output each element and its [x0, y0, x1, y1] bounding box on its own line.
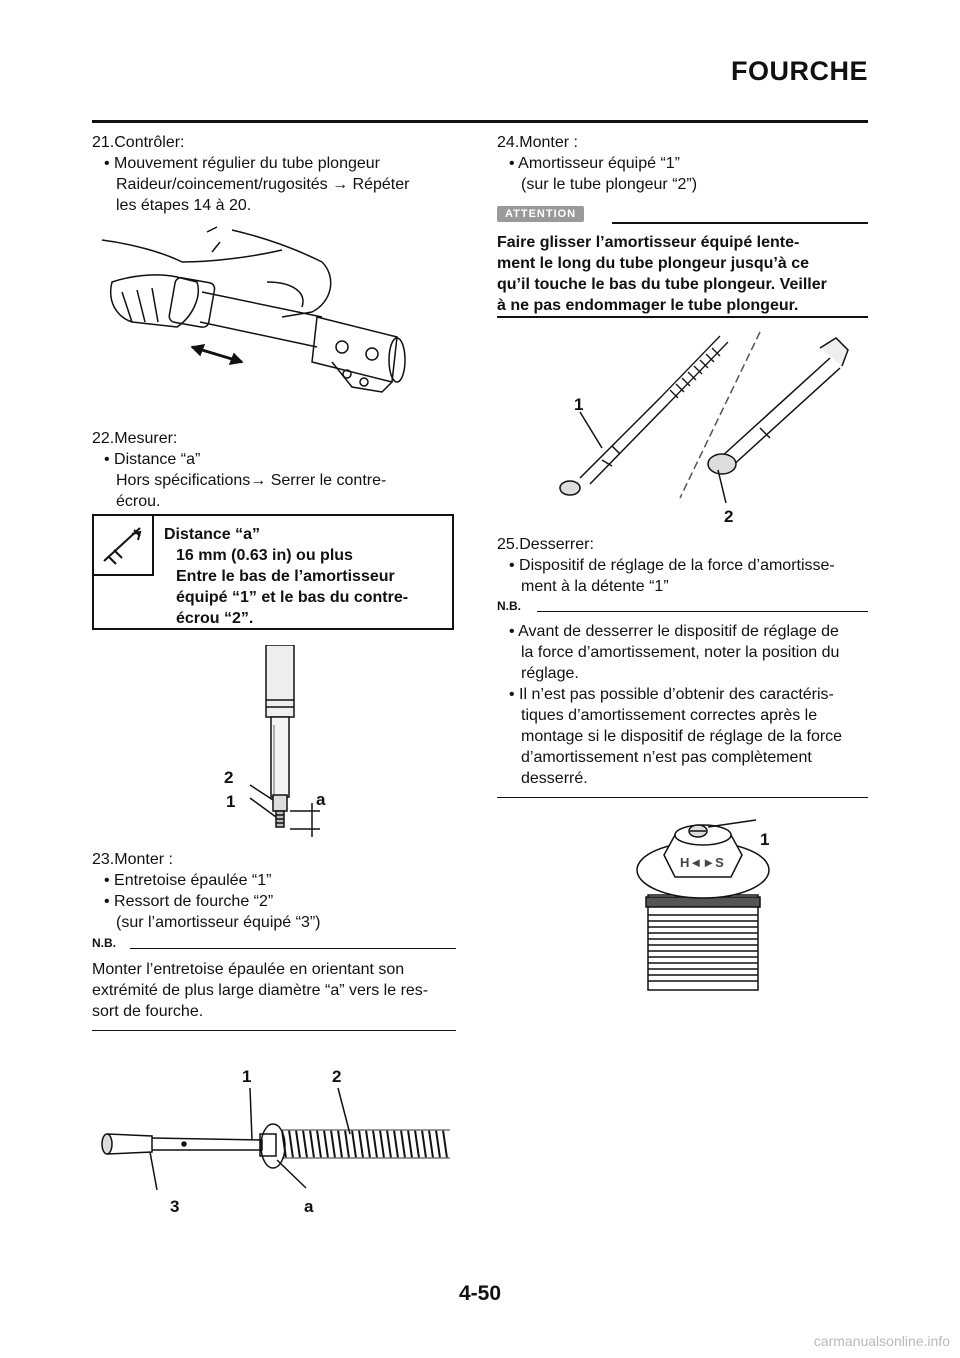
spec-line: écrou “2”.	[176, 610, 254, 627]
callout-1: 1	[242, 1067, 252, 1086]
step-21	[92, 132, 462, 216]
text-line: Hors spécifications→ Serrer le contre-	[116, 472, 387, 489]
text-line: qu’il touche le bas du tube plongeur. Veiller	[497, 276, 827, 293]
nb-end-rule	[92, 1030, 456, 1031]
text-line: montage si le dispositif de réglage de la force	[521, 728, 843, 745]
bullet: • Avant de desserrer le dispositif de réglage de	[509, 623, 839, 640]
bullet: • Entretoise épaulée “1”	[104, 872, 272, 889]
step-title: 22.Mesurer:	[92, 430, 178, 447]
damping-adjuster-figure	[630, 815, 790, 995]
callout-2: 2	[332, 1067, 342, 1086]
step-title: 21.Contrôler:	[92, 134, 185, 151]
step-23	[92, 849, 462, 933]
watermark: carmanualsonline.info	[813, 1333, 950, 1349]
callout-3: 3	[170, 1197, 180, 1216]
text-line: ment le long du tube plongeur jusqu’à ce	[497, 255, 810, 272]
nb-label: N.B.	[497, 599, 521, 613]
text-line: d’amortissement n’est pas complètement	[521, 749, 812, 766]
text-line: extrémité de plus large diamètre “a” vers le res-	[92, 982, 429, 999]
text-line: desserré.	[521, 770, 588, 787]
text-line: à ne pas endommager le tube plongeur.	[497, 297, 799, 314]
nb-rule	[130, 948, 456, 949]
step-title: 25.Desserrer:	[497, 536, 594, 553]
step-24	[497, 132, 869, 195]
spec-box	[92, 514, 454, 630]
nb-text	[92, 959, 462, 1022]
callout-1: 1	[574, 395, 584, 414]
spec-line: Entre le bas de l’amortisseur	[176, 568, 395, 585]
spec-line: équipé “1” et le bas du contre-	[176, 589, 409, 606]
text-line: tiques d’amortissement correctes après le	[521, 707, 818, 724]
nb-label: N.B.	[92, 936, 116, 950]
callout-1: 1	[760, 830, 770, 849]
text-line: les étapes 14 à 20.	[116, 197, 252, 214]
text-line: Raideur/coincement/rugosités → Répéter	[116, 176, 410, 193]
fork-tube-hands-figure	[92, 222, 432, 412]
text-line: sort de fourche.	[92, 1003, 204, 1020]
spacer-spring-figure	[92, 1060, 462, 1220]
attention-badge	[497, 204, 584, 222]
step-title: 23.Monter :	[92, 851, 173, 868]
spec-value: 16 mm (0.63 in) ou plus	[176, 547, 353, 564]
nb-text	[497, 621, 877, 789]
spec-title: Distance “a”	[164, 526, 261, 543]
bullet: • Distance “a”	[104, 451, 201, 468]
callout-a: a	[316, 790, 326, 809]
callout-2: 2	[224, 768, 234, 787]
header-rule	[92, 120, 868, 123]
bullet: • Amortisseur équipé “1”	[509, 155, 681, 172]
nb-end-rule	[497, 797, 868, 798]
step-25	[497, 534, 877, 597]
caliper-icon	[94, 516, 154, 576]
page-number: 4-50	[458, 1282, 502, 1305]
callout-2: 2	[724, 507, 734, 526]
callout-a: a	[304, 1197, 314, 1216]
attention-label: ATTENTION	[497, 206, 584, 222]
bullet: • Ressort de fourche “2”	[104, 893, 274, 910]
text-line: Monter l’entretoise épaulée en orientant son	[92, 961, 405, 978]
attention-rule	[612, 222, 868, 224]
bullet: • Dispositif de réglage de la force d’amortisse-	[509, 557, 835, 574]
nb-rule	[537, 611, 868, 612]
damper-rod-figure	[210, 645, 340, 840]
attention-text	[497, 232, 869, 316]
attention-end-rule	[497, 316, 868, 318]
text-line: la force d’amortissement, noter la position du	[521, 644, 840, 661]
bullet: • Mouvement régulier du tube plongeur	[104, 155, 380, 172]
step-title: 24.Monter :	[497, 134, 578, 151]
text-line: ment à la détente “1”	[521, 578, 669, 595]
text-line: écrou.	[116, 493, 161, 510]
text-line: Faire glisser l’amortisseur équipé lente-	[497, 234, 800, 251]
step-22	[92, 428, 462, 512]
damper-inner-tube-figure	[540, 328, 860, 528]
callout-1: 1	[226, 792, 236, 811]
page-title: FOURCHE	[731, 56, 868, 86]
text-line: réglage.	[521, 665, 579, 682]
bullet: • Il n’est pas possible d’obtenir des caractéris-	[509, 686, 834, 703]
text-line: (sur l’amortisseur équipé “3”)	[116, 914, 321, 931]
h-s-marking: H◄►S	[680, 855, 724, 870]
text-line: (sur le tube plongeur “2”)	[521, 176, 698, 193]
